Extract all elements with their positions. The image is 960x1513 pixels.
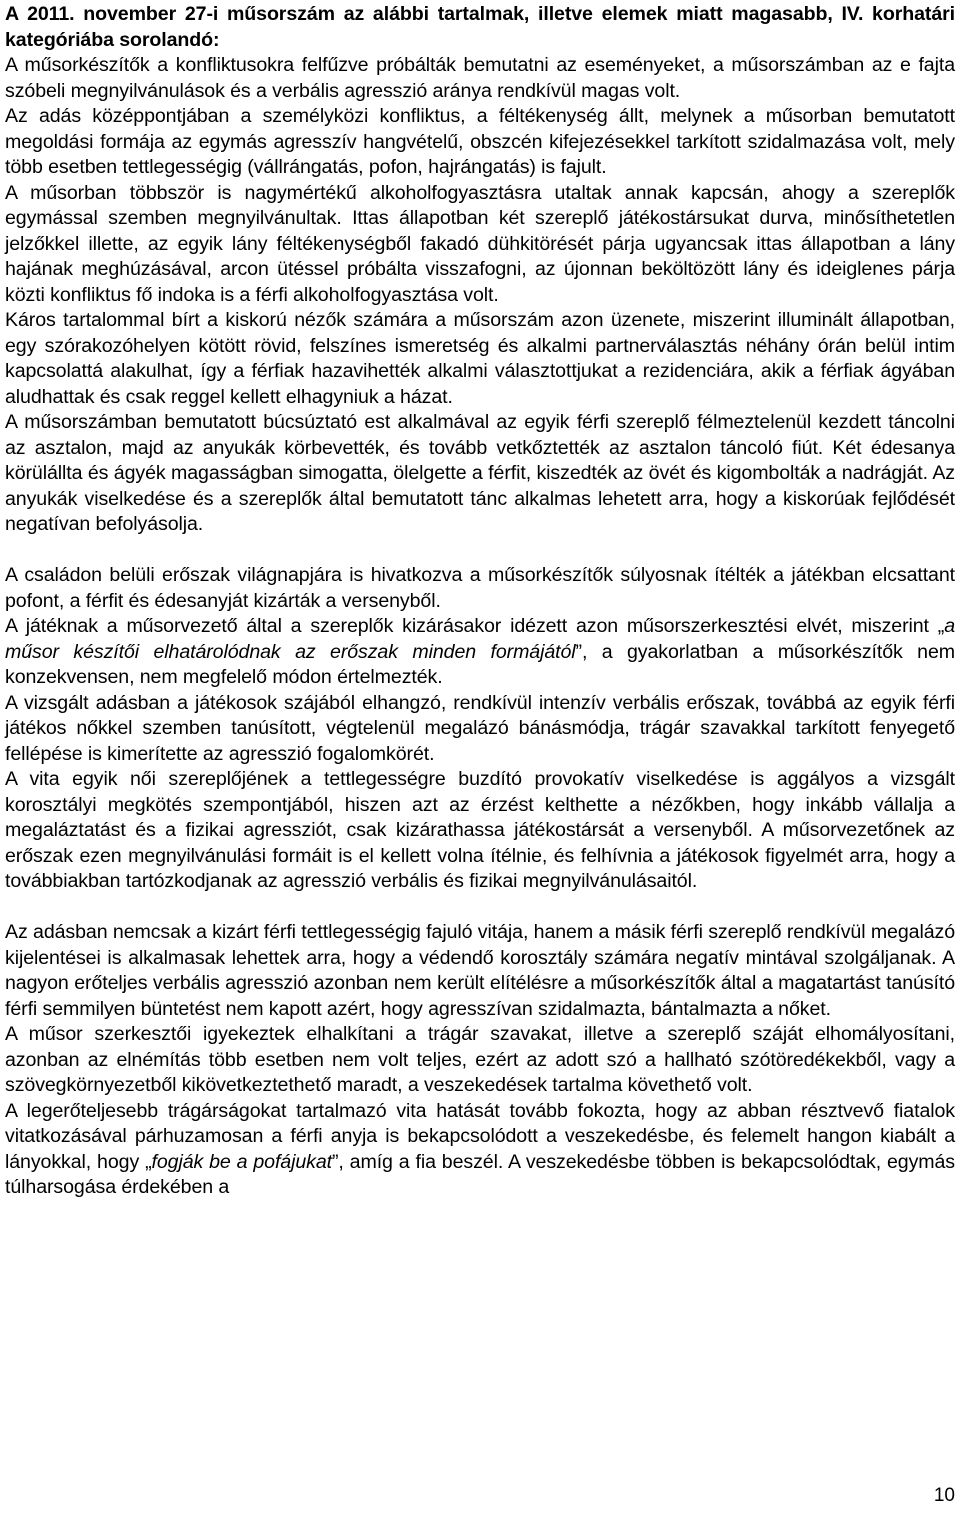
paragraph-censoring: A műsor szerkesztői igyekeztek elhalkítani a trágár szavakat, illetve a szereplő száját elhomályosítani, azonban az elnémítás több esetben nem volt teljes, ezért az adott szó a hallható szótöredékekből, vagy a szövegkörnyezetből kikövetkeztethető maradt, a veszekedések tartalma követhető volt. (5, 1023, 955, 1096)
paragraph-verbal-violence: A vizsgált adásban a játékosok szájából elhangzó, rendkívül intenzív verbális erőszak, továbbá az egyik férfi játékos nőkkel szemben tanúsított, végtelenül megalázó bánásmódja, trágár szavakkal tarkított fenyegető fellépése is kimerítette az agresszió fogalomkörét. (5, 691, 955, 765)
quote-text-before: A játéknak a műsorvezető által a szereplők kizárásakor idézett azon műsorszerkesztési elvét, miszerint „ (5, 615, 945, 637)
paragraph-harmful-message: Káros tartalommal bírt a kiskorú nézők számára a műsorszám azon üzenete, miszerint illuminált állapotban, egy szórakozóhelyen kötött rövid, felszínes ismeretség és alkalmi partnerválasztás néhány órán belül intim kapcsolattá alakulhat, így a férfiak hazavihették alkalmi választottjukat a rezidenciára, akik a férfiak ágyában aludhattak és csak reggel kellett elhagyniuk a házat. (5, 309, 955, 408)
quote-text-italic: a műsor készítői elhatárolódnak az erőszak minden formájától (5, 615, 955, 663)
page-number: 10 (933, 1485, 955, 1506)
paragraph-gap (5, 538, 955, 564)
paragraph-negative-pattern: Az adásban nemcsak a kizárt férfi tettlegességig fajuló vitája, hanem a másik férfi szereplő rendkívül megalázó kijelentései is alkalmasak lehettek arra, hogy a védendő korosztály számára negatív mintával szolgáljanak. A nagyon erőteljes verbális agresszió azonban nem került elítélésre a műsorkészítők által a magatartást tanúsító férfi semmilyen büntetést nem kapott azért, hogy agresszívan szidalmazta, bántalmazta a nőket. (5, 921, 955, 1020)
paragraph-intro: A műsorkészítők a konfliktusokra felfűzve próbálták bemutatni az eseményeket, a műsorszámban az e fajta szóbeli megnyilvánulások és a verbális agresszió aránya rendkívül magas volt. (5, 54, 955, 102)
paragraph-mother-involvement (5, 1099, 955, 1201)
paragraph-domestic-violence: A családon belüli erőszak világnapjára is hivatkozva a műsorkészítők súlyosnak ítélték a játékban elcsattant pofont, a férfit és édesanyját kizárták a versenyből. (5, 564, 955, 612)
last-text-before: A legerőteljesebb trágárságokat tartalmazó vita hatását tovább fokozta, hogy az abban résztvevő fiatalok vitatkozásával párhuzamosan a férfi anyja is bekapcsolódott a veszekedésbe, és felemelt hangon kiabált a lányokkal, hogy „ (5, 1099, 955, 1173)
quote-text-after: ”, a gyakorlatban a műsorkészítők nem konzekvensen, nem megfelelő módon értelmezték. (5, 640, 955, 688)
paragraph-gap (5, 895, 955, 921)
paragraph-provocation: A vita egyik női szereplőjének a tettlegességre buzdító provokatív viselkedése is aggályos a vizsgált korosztályi megkötés szempontjából, hiszen azt az érzést kelthette a nézőkben, hogy inkább vállalja a megaláztatást és a fizikai agressziót, csak kizárathassa játékostársát a versenyből. A műsorvezetőnek az erőszak ezen megnyilvánulási formáit is el kellett volna ítélnie, és felhívnia a játékosok figyelmét arra, hogy a továbbiakban tartózkodjanak az agresszió verbális és fizikai megnyilvánulásaitól. (5, 768, 955, 892)
paragraph-editorial-principle (5, 614, 955, 691)
section-heading: A 2011. november 27-i műsorszám az alábbi tartalmak, illetve elemek miatt magasabb, IV. korhatári kategóriába sorolandó: (5, 3, 955, 51)
last-text-after: ”, amíg a fia beszél. A veszekedésbe többen is bekapcsolódtak, egymás túlharsogása érdekében a (5, 1150, 955, 1198)
paragraph-alcohol: A műsorban többször is nagymértékű alkoholfogyasztásra utaltak annak kapcsán, ahogy a szereplők egymással szemben megnyilvánultak. Ittas állapotban két szereplő játékostársukat durva, minősíthetetlen jelzőkkel illette, az egyik lány féltékenységből fakadó dühkitörését párja ugyancsak ittas állapotban a lány hajának meghúzásával, arcon ütéssel próbálta visszafogni, az újonnan beköltözött lány és ideiglenes párja közti konfliktus fő indoka is a férfi alkoholfogyasztása volt. (5, 181, 955, 306)
last-text-italic: fogják be a pofájukat (151, 1150, 332, 1173)
document-page (5, 0, 955, 1201)
paragraph-farewell-party: A műsorszámban bemutatott búcsúztató est alkalmával az egyik férfi szereplő félmeztelenül kezdett táncolni az asztalon, majd az anyukák körbevették, és tovább vetkőztették az asztalon táncoló fiút. Két édesanya körülállta és ágyék magasságban simogatta, ölelgette a férfit, kiszedték az övét és kigombolták a nadrágját. Az anyukák viselkedése és a szereplők által bemutatott tánc alkalmas lehetett arra, hogy a kiskorúak fejlődését negatívan befolyásolja. (5, 411, 955, 535)
paragraph-conflict: Az adás középpontjában a személyközi konfliktus, a féltékenység állt, melynek a műsorban bemutatott megoldási formája az egymás agresszív hangvételű, obszcén kifejezésekkel tarkított szidalmazása volt, mely több esetben tettlegességig (vállrángatás, pofon, hajrángatás) is fajult. (5, 105, 955, 178)
